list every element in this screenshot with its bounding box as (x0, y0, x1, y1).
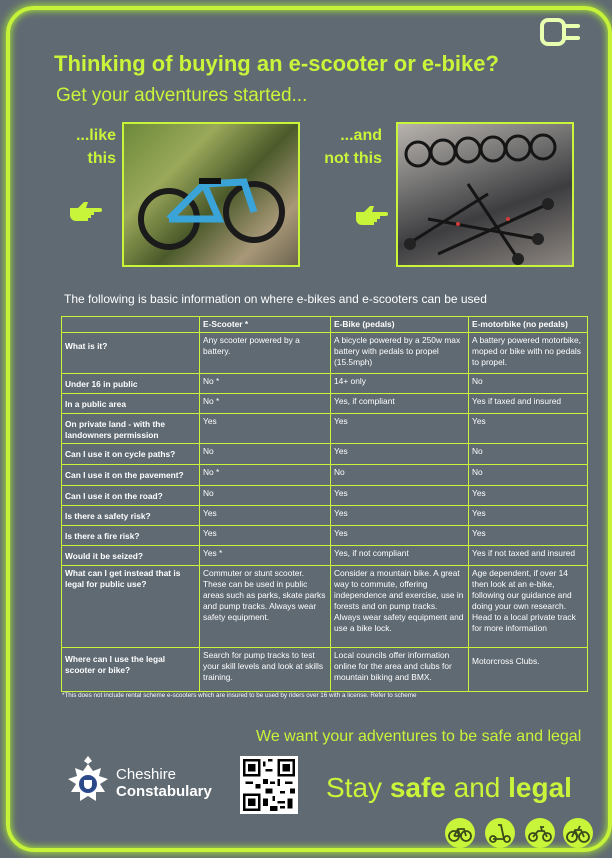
table-row (62, 566, 588, 648)
row-question: Is there a safety risk? (62, 506, 200, 526)
not-line-1: ...and (340, 127, 382, 144)
stay-part-3: and (445, 772, 509, 803)
row-question: Can I use it on the pavement? (62, 465, 200, 486)
table-cell: Yes (469, 506, 588, 526)
plug-icon (540, 12, 584, 52)
table-cell: Yes * (200, 546, 331, 566)
row-question: On private land - with the landowners permission (62, 414, 200, 444)
row-question: What can I get instead that is legal for public use? (62, 566, 200, 648)
table-cell: Yes if not taxed and insured (469, 546, 588, 566)
table-row (62, 546, 588, 566)
table-cell: Any scooter powered by a battery. (200, 333, 331, 374)
table-row (62, 486, 588, 506)
qr-code[interactable] (240, 756, 298, 814)
motorbike-icon (525, 818, 555, 848)
table-cell: Yes (469, 486, 588, 506)
stay-part-2: safe (389, 772, 446, 803)
scooter-icon (485, 818, 515, 848)
table-cell: No (331, 465, 469, 486)
table-cell: Yes (469, 526, 588, 546)
table-header (62, 317, 200, 333)
page-subtitle: Get your adventures started... (56, 85, 308, 106)
table-row (62, 444, 588, 465)
table-cell: Yes (200, 506, 331, 526)
pointing-hand-icon (354, 204, 388, 226)
table-cell: No (469, 465, 588, 486)
table-header-row (62, 317, 588, 333)
table-cell: No (469, 374, 588, 394)
row-question: Under 16 in public (62, 374, 200, 394)
row-question: Where can I use the legal scooter or bike? (62, 648, 200, 692)
like-this-label (60, 124, 116, 170)
table-cell: Search for pump tracks to test your skill levels and look at skills training. (200, 648, 331, 692)
stay-safe-slogan (326, 772, 572, 804)
table-header: E-motorbike (no pedals) (469, 317, 588, 333)
vehicle-icons (445, 818, 595, 850)
table-cell: No (469, 444, 588, 465)
table-cell: Commuter or stunt scooter. These can be used in public areas such as parks, skate parks and pump tracks. Always wear safety equipment. (200, 566, 331, 648)
table-row (62, 333, 588, 374)
org-line-1: Cheshire (116, 766, 177, 783)
ebike-photo (122, 122, 300, 267)
table-cell: Yes (469, 414, 588, 444)
table-cell: Yes (331, 526, 469, 546)
table-cell: 14+ only (331, 374, 469, 394)
not-this-label (322, 124, 382, 170)
stay-part-4: legal (508, 772, 572, 803)
table-cell: Local councils offer information online for the area and clubs for mountain biking and BMX. (331, 648, 469, 692)
table-cell: Yes, if not compliant (331, 546, 469, 566)
table-cell: No * (200, 394, 331, 414)
table-cell: A bicycle powered by a 250w max battery with pedals to propel (15.5mph) (331, 333, 469, 374)
safe-legal-slogan: We want your adventures to be safe and legal (256, 728, 582, 745)
table-cell: Yes (200, 414, 331, 444)
table-cell: No (200, 486, 331, 506)
table-cell: Yes, if compliant (331, 394, 469, 414)
table-cell: No * (200, 374, 331, 394)
info-table (61, 316, 588, 692)
ebike-icon (563, 818, 593, 848)
page-title: Thinking of buying an e-scooter or e-bike? (54, 51, 499, 76)
table-cell: Yes if taxed and insured (469, 394, 588, 414)
table-cell: A battery powered motorbike, moped or bike with no pedals to propel. (469, 333, 588, 374)
table-row (62, 394, 588, 414)
table-header: E-Scooter * (200, 317, 331, 333)
org-line-2: Constabulary (116, 783, 212, 800)
row-question: Can I use it on the road? (62, 486, 200, 506)
row-question: Can I use it on cycle paths? (62, 444, 200, 465)
footnote: *This does not include rental scheme e-scooters which are insured to be used by riders over 16 with a license. Refer to scheme (62, 692, 417, 699)
table-cell: Yes (200, 526, 331, 546)
intro-text: The following is basic information on where e-bikes and e-scooters can be used (64, 292, 487, 306)
stay-part-1: Stay (326, 772, 390, 803)
table-cell: Yes (331, 414, 469, 444)
table-header: E-Bike (pedals) (331, 317, 469, 333)
table-cell: Yes (331, 444, 469, 465)
like-line-1: ...like (75, 127, 116, 144)
table-row (62, 465, 588, 486)
not-line-2: not this (324, 150, 382, 167)
table-cell: No (200, 444, 331, 465)
table-row (62, 526, 588, 546)
row-question: Would it be seized? (62, 546, 200, 566)
row-question: In a public area (62, 394, 200, 414)
police-crest-icon (62, 754, 114, 812)
table-cell: Consider a mountain bike. A great way to commute, offering independence and exercise, use in forests and on pump tracks. Always wear safety equipment and use a bike lock. (331, 566, 469, 648)
table-row (62, 648, 588, 692)
table-cell: Age dependent, if over 14 then look at an e-bike, following our guidance and doing your own research. Head to a local private track for more information (469, 566, 588, 648)
row-question: What is it? (62, 333, 200, 374)
table-cell: No * (200, 465, 331, 486)
table-row (62, 414, 588, 444)
row-question: Is there a fire risk? (62, 526, 200, 546)
table-row (62, 506, 588, 526)
table-cell: Motorcross Clubs. (469, 648, 588, 692)
like-line-2: this (87, 150, 116, 167)
table-cell: Yes (331, 486, 469, 506)
table-row (62, 374, 588, 394)
scooters-pile-photo (396, 122, 574, 267)
bicycle-icon (445, 818, 475, 848)
table-cell: Yes (331, 506, 469, 526)
org-name (116, 766, 212, 800)
pointing-hand-icon (68, 200, 102, 222)
